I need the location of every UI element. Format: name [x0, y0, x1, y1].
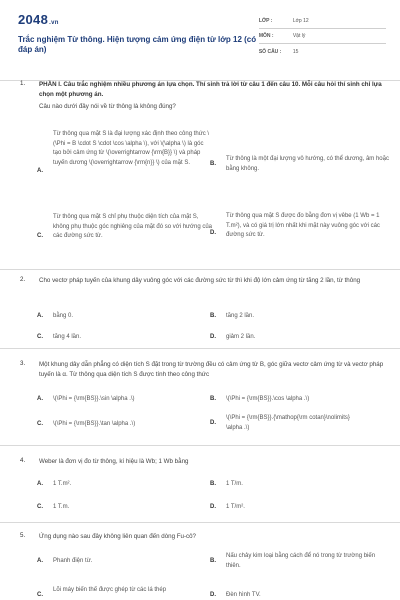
meta-value: Vật lý	[292, 33, 306, 39]
option-3c[interactable]: C. \(\Phi = {\rm{BS}}.\tan \alpha .\)	[37, 420, 202, 430]
option-4a[interactable]: A. 1 T.m².	[37, 480, 197, 490]
question-text: Cho vectơ pháp tuyến của khung dây vuông góc với các đường sức từ thì khi độ lớn cảm ứng từ tăng 2 lần, từ thông	[39, 277, 361, 284]
logo-main: 2048	[18, 12, 49, 27]
question-number: 1.	[20, 80, 26, 87]
option-5d[interactable]: D. Đèn hình TV.	[210, 591, 370, 600]
option-2a[interactable]: A. bằng 0.	[37, 312, 197, 322]
option-4c[interactable]: C. 1 T.m.	[37, 503, 197, 513]
page-header	[18, 12, 386, 70]
option-3d[interactable]: D. \(\Phi = {\rm{BS}}.{\mathop{\rm cotan}\nolimits} \alpha .\)	[210, 414, 350, 433]
meta-key: LỚP :	[258, 18, 273, 24]
option-5b[interactable]: B. Nấu chảy kim loại bằng cách để nó trong từ trường biến thiên.	[210, 552, 385, 571]
meta-table	[259, 14, 386, 59]
brand-block	[18, 12, 259, 55]
meta-value: Lớp 12	[292, 18, 309, 24]
divider	[0, 522, 400, 523]
question-3	[20, 360, 386, 380]
option-5a[interactable]: A. Phanh điện từ.	[37, 557, 197, 567]
option-5c[interactable]: C. Lõi máy biến thế được ghép từ các lá thép	[37, 586, 197, 596]
option-text: \(\Phi = {\rm{BS}}.\sin \alpha .\)	[53, 396, 135, 402]
option-text: 1 T/m².	[226, 504, 245, 510]
question-text: Một khung dây dẫn phẳng có diện tích S đặt trong từ trường đều có cảm ứng từ B, góc giữa vectơ cảm ứng từ và vectơ pháp tuyến là α. Từ thông qua diện tích S được tính theo công thức	[39, 361, 384, 378]
meta-row-class	[259, 14, 386, 29]
question-text: Câu nào dưới đây nói về từ thông là không đúng?	[39, 103, 176, 110]
option-text: \(\Phi = {\rm{BS}}.\cos \alpha .\)	[226, 396, 310, 402]
meta-key: MÔN :	[258, 33, 274, 39]
option-text: tăng 2 lần.	[226, 313, 255, 319]
option-2b[interactable]: B. tăng 2 lần.	[210, 312, 370, 322]
option-2c[interactable]: C. tăng 4 lần.	[37, 333, 197, 343]
option-text: Nấu chảy kim loại bằng cách để nó trong từ trường biến thiên.	[226, 553, 376, 569]
question-number: 5.	[20, 532, 26, 539]
option-text: 1 T/m.	[226, 481, 243, 487]
option-3b[interactable]: B. \(\Phi = {\rm{BS}}.\cos \alpha .\)	[210, 395, 380, 405]
option-1a[interactable]: A. Từ thông qua mặt S là đại lượng xác định theo công thức \(\Phi = B \cdot S \cdot \cos \alpha \), với \(\alpha \) là góc tạo bởi cảm ứng từ \(\overrightarrow {\rm{B}} \) và pháp tuyến dương \(\overrightarrow {\rm{n}} \) của mặt S.	[37, 130, 212, 168]
option-text: bằng 0.	[53, 313, 74, 319]
option-text: \(\Phi = {\rm{BS}}.\tan \alpha .\)	[53, 421, 136, 427]
option-text: Từ thông qua mặt S được đo bằng đơn vị vêbe (1 Wb = 1 T.m²), và có giá trị lớn nhất khi mặt này vuông góc với các đường sức từ.	[226, 213, 380, 238]
option-text: 1 T.m².	[53, 481, 72, 487]
option-text: 1 T.m.	[53, 504, 70, 510]
option-text: Từ thông là một đại lượng vô hướng, có thể dương, âm hoặc bằng không.	[226, 156, 389, 172]
question-number: 3.	[20, 360, 26, 367]
page-title: Trắc nghiệm Từ thông. Hiện tượng cảm ứng điện từ lớp 12 (có đáp án)	[18, 35, 257, 54]
question-number: 4.	[20, 457, 26, 464]
question-4	[20, 457, 386, 467]
option-1c[interactable]: C. Từ thông qua mặt S chỉ phụ thuộc diện tích của mặt S, không phụ thuộc góc nghiêng của mặt đó so với hướng của các đường sức từ.	[37, 213, 212, 242]
divider	[0, 348, 400, 349]
option-text: tăng 4 lần.	[53, 334, 82, 340]
option-text: giảm 2 lần.	[226, 334, 256, 340]
option-text: Từ thông qua mặt S chỉ phụ thuộc diện tích của mặt S, không phụ thuộc góc nghiêng của mặt đó so với hướng của các đường sức từ.	[53, 214, 212, 239]
option-text: Lõi máy biến thế được ghép từ các lá thép	[53, 587, 167, 593]
question-5	[20, 532, 386, 542]
question-2	[20, 276, 386, 286]
option-3a[interactable]: A. \(\Phi = {\rm{BS}}.\sin \alpha .\)	[37, 395, 202, 405]
option-4b[interactable]: B. 1 T/m.	[210, 480, 370, 490]
option-text: Đèn hình TV.	[226, 592, 261, 598]
question-text: Weber là đơn vị đo từ thông, kí hiệu là Wb; 1 Wb bằng	[39, 458, 189, 465]
divider	[0, 269, 400, 270]
meta-value: 15	[292, 48, 299, 55]
option-2d[interactable]: D. giảm 2 lần.	[210, 333, 370, 343]
logo-tld: .vn	[49, 20, 59, 26]
site-logo[interactable]	[18, 12, 259, 31]
option-4d[interactable]: D. 1 T/m².	[210, 503, 370, 513]
option-text: Phanh điện từ.	[53, 558, 93, 564]
question-number: 2.	[20, 276, 26, 283]
section-heading: PHẦN I. Câu trắc nghiệm nhiều phương án lựa chọn. Thí sinh trả lời từ câu 1 đến câu 10. Mỗi câu hỏi thí sinh chỉ lựa chọn một phương án.	[39, 81, 382, 98]
option-text: Từ thông qua mặt S là đại lượng xác định theo công thức \(\Phi = B \cdot S \cdot \cos \alpha \), với \(\alpha \) là góc tạo bởi cảm ứng từ \(\overrightarrow {\rm{B}} \) và pháp tuyến dương \(\overrightarrow {\rm{n}} \) của mặt S.	[53, 131, 210, 166]
meta-row-subject	[259, 29, 386, 44]
option-text: \(\Phi = {\rm{BS}}.{\mathop{\rm cotan}\nolimits} \alpha .\)	[226, 415, 350, 431]
option-1d[interactable]: D. Từ thông qua mặt S được đo bằng đơn vị vêbe (1 Wb = 1 T.m²), và có giá trị lớn nhất khi mặt này vuông góc với các đường sức từ.	[210, 212, 390, 241]
question-1	[20, 80, 386, 112]
divider	[0, 445, 400, 446]
question-text: Ứng dụng nào sau đây không liên quan đến dòng Fu-cô?	[39, 533, 196, 540]
meta-key: SỐ CÂU :	[258, 48, 282, 55]
meta-row-count	[259, 44, 386, 59]
option-1b[interactable]: B. Từ thông là một đại lượng vô hướng, có thể dương, âm hoặc bằng không.	[210, 155, 390, 174]
